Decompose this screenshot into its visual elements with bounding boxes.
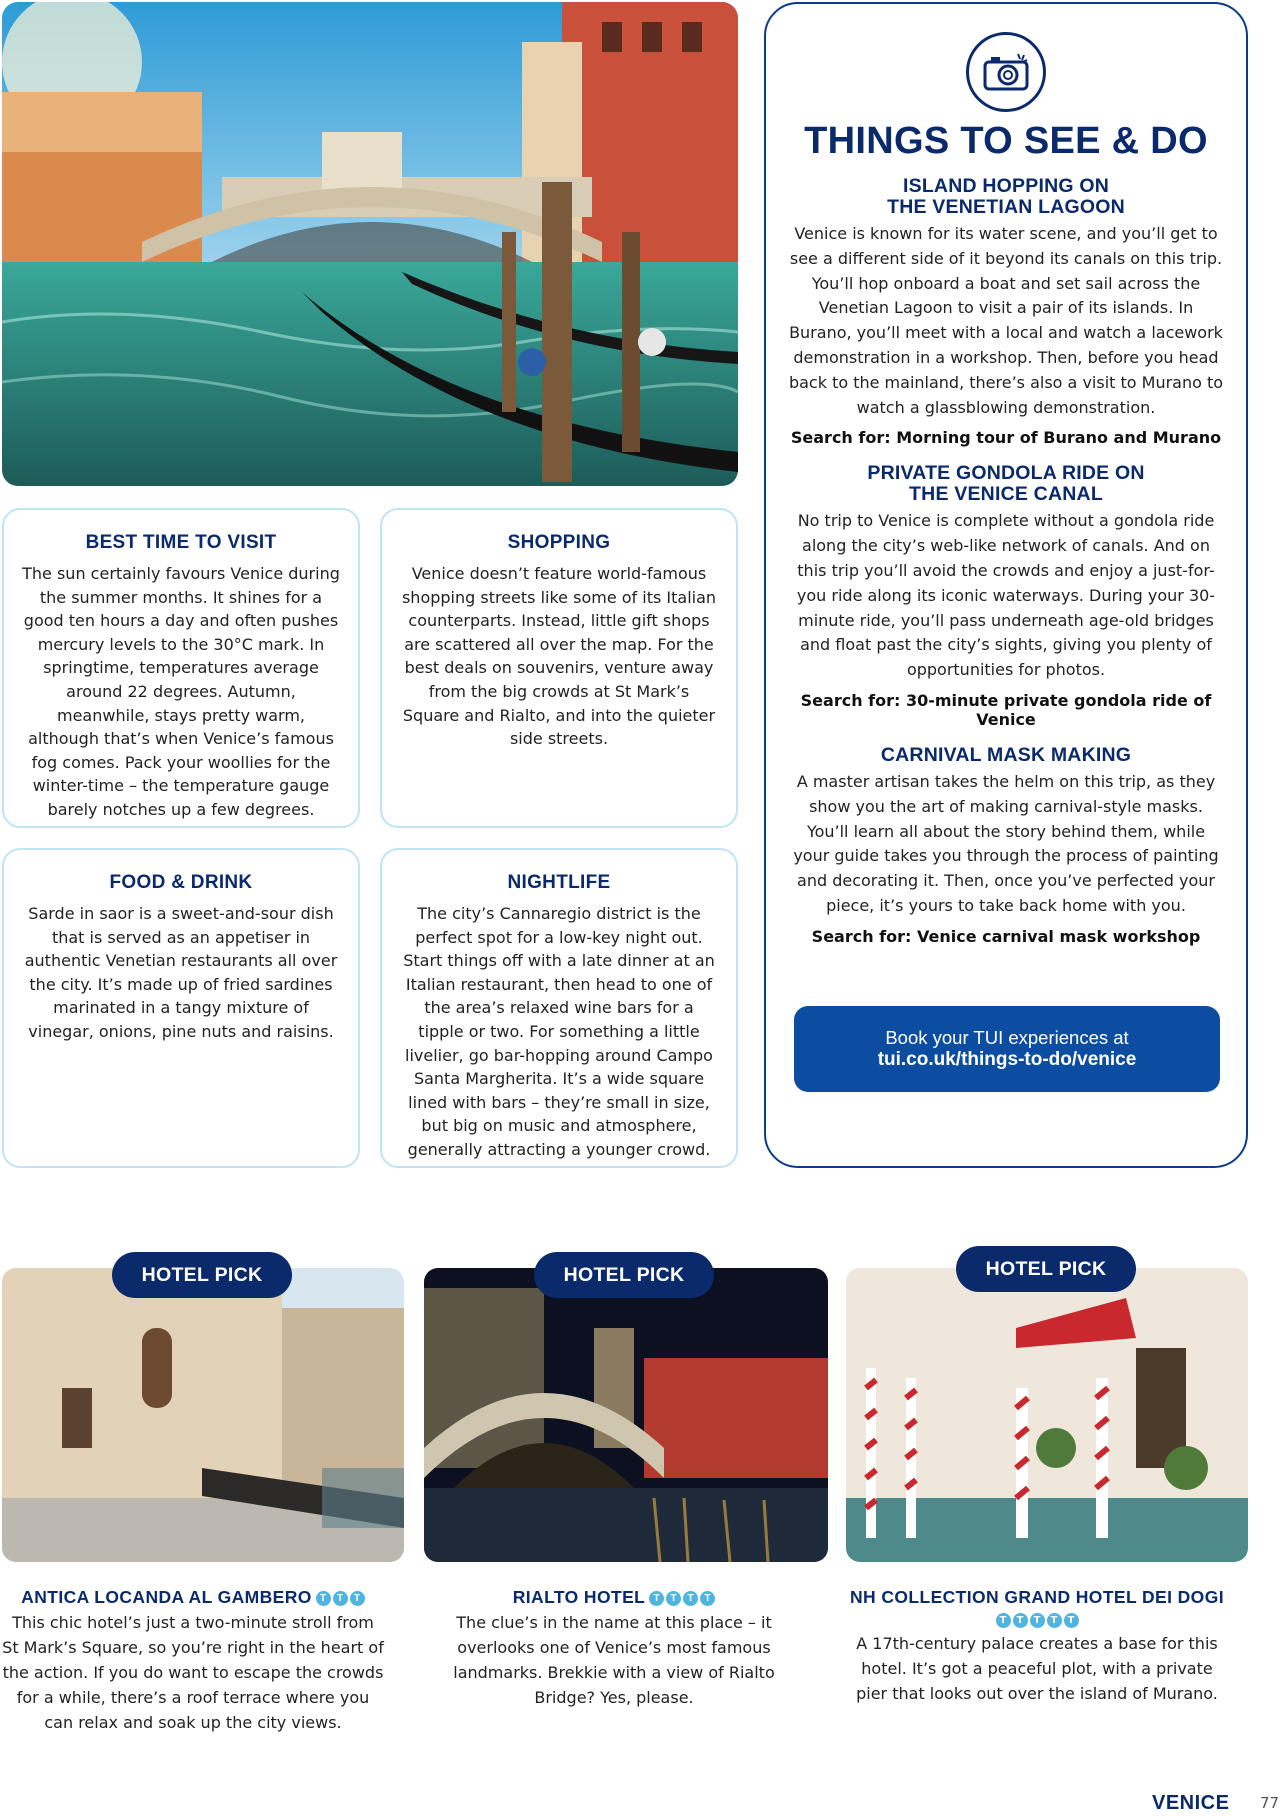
activity-title-line: PRIVATE GONDOLA RIDE ON — [867, 462, 1145, 485]
activity-search-hint: Search for: Venice carnival mask workshop — [811, 926, 1201, 946]
card-text: The city’s Cannaregio district is the perfect spot for a low-key night out. Start things off with a late dinner at an Italian restaurant, then head to one of the area’s relaxed wine bars for a tipple or two. For something a little livelier, go bar-hopping around Campo Santa Margherita. It’s a wide square lined with bars – they’re small in size, but big on music and atmosphere, generally attracting a younger crowd. — [403, 904, 715, 1159]
hotel-description: The clue’s in the name at this place – it overlooks one of Venice’s most famous landmarks. Brekkie with a view of Rialto Bridge? Yes, please. — [453, 1613, 775, 1707]
activity-title — [788, 745, 1224, 766]
card-shopping — [380, 508, 738, 828]
card-text: Venice doesn’t feature world-famous shopping streets like some of its Italian counterparts. Instead, little gift shops are scattered all over the map. For the best deals on souvenirs, venture away from the big crowds at St Mark’s Square and Rialto, and into the quieter side streets. — [401, 564, 717, 749]
hotel-pick-badge: HOTEL PICK — [112, 1252, 292, 1298]
activity-search-hint: Search for: Morning tour of Burano and Murano — [790, 428, 1222, 448]
hotel-pick-badge: HOTEL PICK — [534, 1252, 714, 1298]
rating-icons: T T T T T — [996, 1613, 1079, 1628]
card-title: FOOD & DRINK — [109, 872, 253, 893]
activities-list — [788, 176, 1224, 962]
card-title: NIGHTLIFE — [507, 872, 611, 893]
things-to-see-panel — [764, 2, 1248, 1168]
hotel-pick-badge: HOTEL PICK — [956, 1246, 1136, 1292]
activity-description: Venice is known for its water scene, and you’ll get to see a different side of it beyond its canals on this trip. You’ll hop onboard a boat and set sail across the Venetian Lagoon to visit a pair of its islands. In Burano, you’ll meet with a local and watch a lacework demonstration in a workshop. Then, before you head back to the mainland, there’s also a visit to Murano to watch a glassblowing demonstration. — [788, 224, 1224, 417]
activity-title-line: THE VENETIAN LAGOON — [887, 196, 1125, 218]
hotel-name: RIALTO HOTEL — [512, 1587, 646, 1607]
card-best-time-to-visit — [2, 508, 360, 828]
hotel-rating-row — [846, 1610, 1228, 1629]
hotel-photo-rialto — [424, 1268, 828, 1562]
hotel-name: ANTICA LOCANDA AL GAMBERO — [21, 1587, 312, 1607]
card-title: BEST TIME TO VISIT — [85, 532, 277, 553]
activity-title-line: CARNIVAL MASK MAKING — [880, 743, 1132, 766]
rating-icons: T T T — [316, 1591, 365, 1606]
page-number: 77 — [1260, 1794, 1280, 1812]
activity-search-hint: Search for: 30-minute private gondola ride of Venice — [800, 690, 1212, 729]
panel-title: THINGS TO SEE & DO — [804, 120, 1208, 162]
card-nightlife — [380, 848, 738, 1168]
hotel-entry-antica-locanda — [2, 1586, 384, 1735]
activity-title — [788, 176, 1224, 218]
hotel-name: NH COLLECTION GRAND HOTEL DEI DOGI — [850, 1587, 1224, 1607]
hero-photo-rialto-bridge — [2, 2, 738, 486]
activity-gondola-ride — [788, 463, 1224, 729]
hotel-entry-rialto — [424, 1586, 804, 1710]
activity-description: A master artisan takes the helm on this trip, as they show you the art of making carnival-style masks. You’ll learn all about the story behind them, while your guide takes you through the process of painting and decorating it. Then, once you’ve perfected your piece, it’s yours to take back home with you. — [793, 771, 1219, 915]
rating-icons: T T T T — [649, 1591, 715, 1606]
card-title: SHOPPING — [507, 532, 611, 553]
book-button-link[interactable]: tui.co.uk/things-to-do/venice — [877, 1049, 1137, 1070]
card-food-drink — [2, 848, 360, 1168]
activity-title — [788, 463, 1224, 505]
hotel-description: A 17th-century palace creates a base for this hotel. It’s got a peaceful plot, with a private pier that looks out over the island of Murano. — [856, 1634, 1218, 1703]
card-text: The sun certainly favours Venice during the summer months. It shines for a good ten hours a day and often pushes mercury levels to the 30°C mark. In springtime, temperatures average around 22 degrees. Autumn, meanwhile, stays pretty warm, although that’s when Venice’s famous fog comes. Pack your woollies for the winter-time – the temperature gauge barely notches up a few degrees. — [22, 564, 340, 819]
book-experiences-button[interactable] — [794, 1006, 1220, 1092]
footer-section-title: VENICE — [1152, 1792, 1230, 1814]
hotel-photo-antica-locanda — [2, 1268, 404, 1562]
hotel-name-line — [424, 1586, 804, 1608]
hotel-name-line — [2, 1586, 384, 1608]
card-text: Sarde in saor is a sweet-and-sour dish that is served as an appetiser in authentic Venetian restaurants all over the city. It’s made up of fried sardines marinated in a tangy mixture of vinegar, onions, pine nuts and raisins. — [24, 904, 338, 1041]
activity-island-hopping — [788, 176, 1224, 447]
activity-title-line: ISLAND HOPPING ON — [903, 175, 1109, 197]
activity-description: No trip to Venice is complete without a gondola ride along the city’s web-like network of canals. And on this trip you’ll avoid the crowds and enjoy a just-for-you ride along its iconic waterways. During your 30-minute ride, you’ll pass underneath age-old bridges and float past the city’s sights, giving you plenty of opportunities for photos. — [796, 511, 1216, 680]
activity-title-line: THE VENICE CANAL — [909, 483, 1103, 506]
activity-carnival-mask — [788, 745, 1224, 946]
hotel-photo-dei-dogi — [846, 1268, 1248, 1562]
hotel-entry-dei-dogi — [846, 1586, 1228, 1706]
hotel-description: This chic hotel’s just a two-minute stroll from St Mark’s Square, so you’re right in the heart of the action. If you do want to escape the crowds for a while, there’s a roof terrace where you can relax and soak up the city views. — [2, 1613, 384, 1732]
book-button-line1: Book your TUI experiences at — [885, 1027, 1129, 1048]
camera-icon — [966, 32, 1046, 112]
